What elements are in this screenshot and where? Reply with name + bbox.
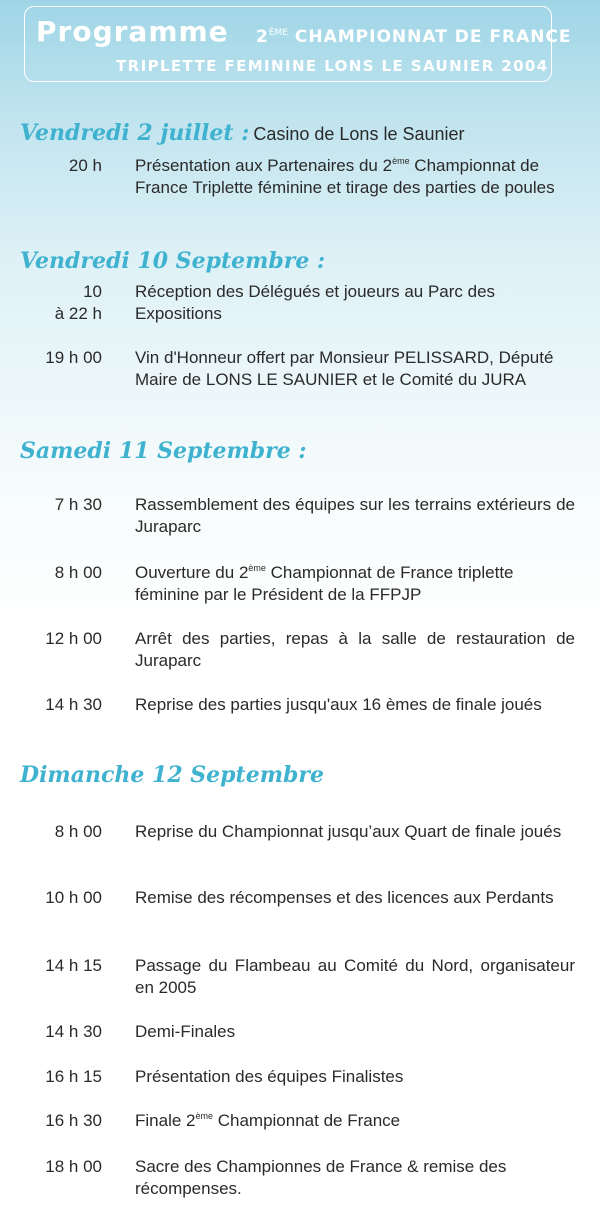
day-heading-vendredi-10-septembre: Vendredi 10 Septembre : [20, 248, 326, 274]
event-time: 10 à 22 h [54, 282, 102, 323]
day-heading-samedi-11-septembre: Samedi 11 Septembre : [20, 438, 307, 464]
event-time: 16 h 30 [45, 1111, 102, 1130]
event-time: 14 h 15 [45, 956, 102, 975]
event-time: 18 h 00 [45, 1157, 102, 1176]
event-time: 8 h 00 [54, 563, 102, 582]
event-description: Ouverture du 2ème Championnat de France triplette féminine par le Président de la FFPJP [135, 563, 514, 604]
event-description: Demi-Finales [135, 1022, 236, 1041]
event-description: Rassemblement des équipes sur les terrains extérieurs de Juraparc [135, 495, 575, 536]
event-description: Sacre des Championnes de France & remise des récompenses. [135, 1157, 507, 1198]
event-subtitle: TRIPLETTE FEMININE LONS LE SAUNIER 2004 [116, 57, 549, 75]
event-description: Reprise des parties jusqu'aux 16 èmes de finale joués [135, 695, 542, 714]
event-time: 14 h 30 [45, 1022, 102, 1041]
event-description: Reprise du Championnat jusqu’aux Quart de finale joués [135, 822, 562, 841]
event-description: Réception des Délégués et joueurs au Parc des Expositions [135, 282, 496, 323]
event-description: Passage du Flambeau au Comité du Nord, organisateur en 2005 [135, 956, 575, 997]
event-time: 12 h 00 [45, 629, 102, 648]
page-title: Programme [36, 15, 229, 48]
event-time: 19 h 00 [45, 348, 102, 367]
event-description: Présentation aux Partenaires du 2ème Championnat de France Triplette féminine et tirage des parties de poules [135, 156, 555, 197]
event-description: Remise des récompenses et des licences aux Perdants [135, 888, 554, 907]
event-time: 16 h 15 [45, 1067, 102, 1086]
event-time: 7 h 30 [54, 495, 102, 514]
event-time: 10 h 00 [45, 888, 102, 907]
event-time: 8 h 00 [54, 822, 102, 841]
event-time: 20 h [68, 156, 102, 175]
event-description: Arrêt des parties, repas à la salle de restauration de Juraparc [135, 629, 575, 670]
day-heading-dimanche-12-septembre: Dimanche 12 Septembre [20, 762, 324, 788]
day-heading-vendredi-2-juillet: Vendredi 2 juillet : Casino de Lons le Saunier [20, 120, 465, 146]
event-description: Présentation des équipes Finalistes [135, 1067, 404, 1086]
event-description: Finale 2ème Championnat de France [135, 1111, 401, 1130]
championship-title: 2ÈME CHAMPIONNAT DE FRANCE [256, 27, 572, 47]
event-description: Vin d'Honneur offert par Monsieur PELISSARD, Député Maire de LONS LE SAUNIER et le Comité du JURA [135, 348, 554, 389]
event-time: 14 h 30 [45, 695, 102, 714]
day-location: Casino de Lons le Saunier [253, 124, 465, 144]
